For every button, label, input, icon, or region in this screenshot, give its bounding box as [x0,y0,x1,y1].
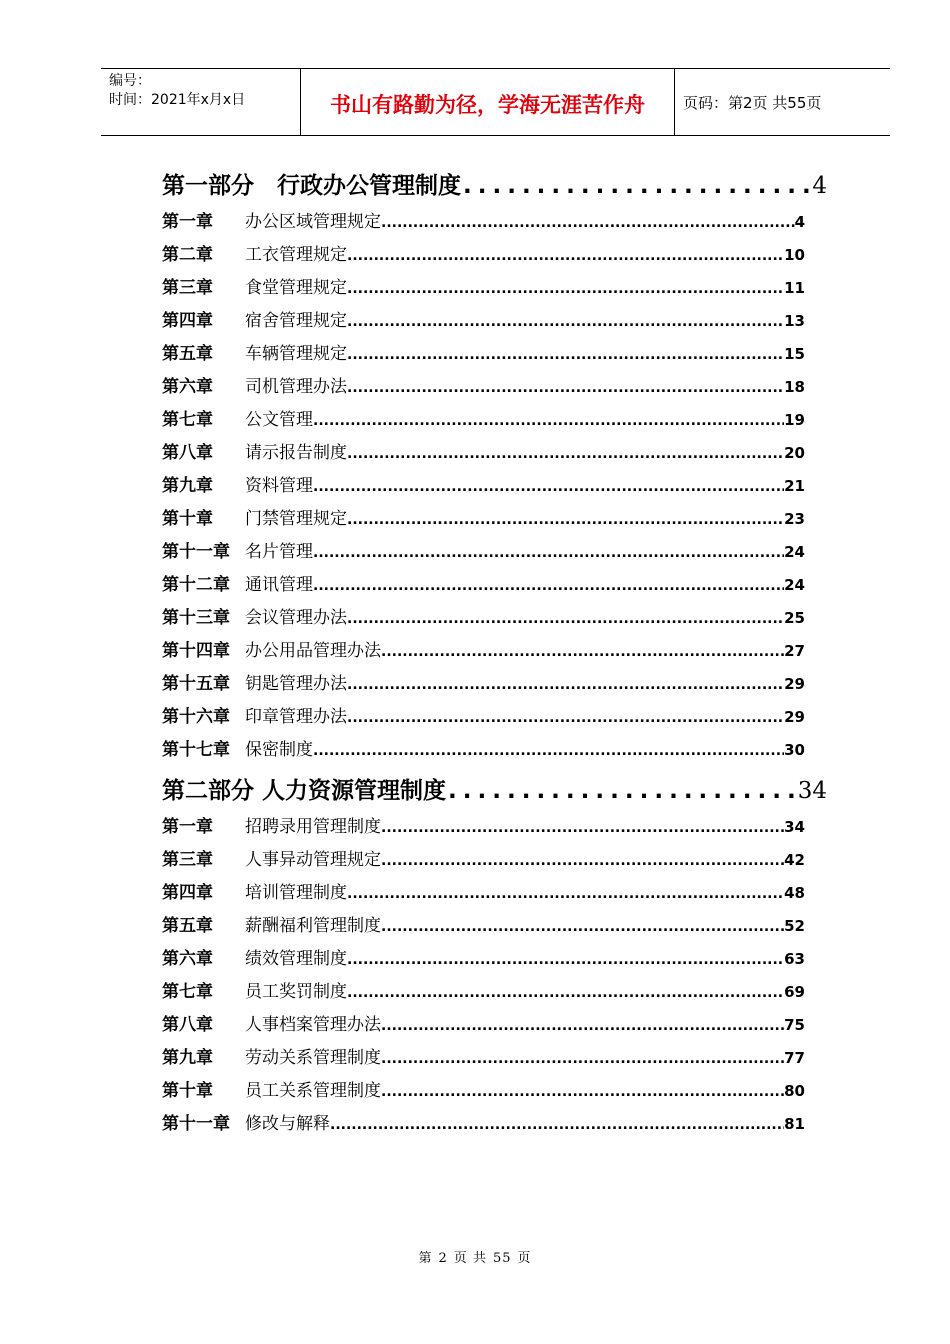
page-header [101,68,890,136]
footer-current-page: 2 [438,1251,448,1266]
toc-leader-dots [381,1076,784,1109]
toc-chapter-title: 公文管理 [245,410,313,430]
toc-chapter-number: 第八章 [162,443,213,463]
toc-chapter-page: 69 [784,983,805,1001]
toc-chapter-row[interactable] [162,206,805,239]
toc-part-page: 4 [812,173,827,199]
toc-chapter-page: 30 [784,741,805,759]
toc-chapter-row[interactable] [162,1009,805,1042]
document-time-label: 时间：2021年x月x日 [109,92,246,108]
toc-chapter-page: 48 [784,884,805,902]
toc-chapter-number: 第八章 [162,1015,213,1035]
toc-chapter-number: 第四章 [162,311,213,331]
toc-chapter-title: 办公区域管理规定 [245,212,381,232]
toc-chapter-list [162,206,805,767]
toc-leader-dots [347,944,784,977]
toc-chapter-title: 办公用品管理办法 [245,641,381,661]
toc-chapter-row[interactable] [162,272,805,305]
toc-part-1[interactable] [162,166,827,206]
toc-chapter-number: 第六章 [162,377,213,397]
toc-chapter-number: 第十章 [162,1081,213,1101]
toc-chapter-number: 第七章 [162,410,213,430]
toc-leader-dots [347,438,784,471]
toc-chapter-page: 23 [784,510,805,528]
toc-chapter-title: 修改与解释 [245,1114,330,1134]
toc-chapter-page: 13 [784,312,805,330]
toc-chapter-row[interactable] [162,569,805,602]
toc-chapter-number: 第九章 [162,1048,213,1068]
toc-chapter-row[interactable] [162,239,805,272]
toc-chapter-title: 员工奖罚制度 [245,982,347,1002]
toc-chapter-page: 10 [784,246,805,264]
toc-leader-dots [313,537,784,570]
toc-chapter-page: 29 [784,708,805,726]
toc-chapter-title: 员工关系管理制度 [245,1081,381,1101]
toc-chapter-title: 保密制度 [245,740,313,760]
toc-chapter-page: 24 [784,576,805,594]
toc-chapter-number: 第六章 [162,949,213,969]
toc-leader-dots [330,1109,784,1142]
toc-chapter-number: 第十一章 [162,542,230,562]
toc-chapter-page: 25 [784,609,805,627]
toc-chapter-number: 第五章 [162,916,213,936]
toc-chapter-number: 第十六章 [162,707,230,727]
page-footer [0,1247,950,1266]
toc-chapter-number: 第三章 [162,278,213,298]
toc-chapter-row[interactable] [162,668,805,701]
toc-chapter-number: 第十四章 [162,641,230,661]
toc-chapter-page: 15 [784,345,805,363]
toc-chapter-title: 培训管理制度 [245,883,347,903]
toc-leader-dots [347,603,784,636]
toc-chapter-number: 第十章 [162,509,213,529]
toc-chapter-number: 第十三章 [162,608,230,628]
toc-leader-dots [381,207,795,240]
toc-chapter-row[interactable] [162,734,805,767]
toc-chapter-row[interactable] [162,1042,805,1075]
toc-chapter-row[interactable] [162,635,805,668]
toc-chapter-row[interactable] [162,470,805,503]
toc-chapter-page: 19 [784,411,805,429]
toc-leader-dots [313,570,784,603]
toc-chapter-page: 34 [784,818,805,836]
toc-chapter-title: 人事档案管理办法 [245,1015,381,1035]
toc-chapter-title: 薪酬福利管理制度 [245,916,381,936]
toc-chapter-number: 第十一章 [162,1114,230,1134]
toc-chapter-title: 钥匙管理办法 [245,674,347,694]
toc-leader-dots [347,372,784,405]
header-page-info: 页码：第2页 共55页 [683,93,822,112]
toc-leader-dots [463,166,812,206]
toc-leader-dots [448,771,798,811]
toc-chapter-row[interactable] [162,910,805,943]
toc-chapter-title: 请示报告制度 [245,443,347,463]
toc-chapter-number: 第十七章 [162,740,230,760]
toc-leader-dots [347,240,784,273]
toc-chapter-row[interactable] [162,1108,805,1141]
toc-chapter-row[interactable] [162,844,805,877]
toc-chapter-title: 人事异动管理规定 [245,850,381,870]
toc-chapter-row[interactable] [162,877,805,910]
footer-suffix: 页 [517,1251,532,1266]
toc-chapter-number: 第一章 [162,212,213,232]
toc-chapter-number: 第十二章 [162,575,230,595]
toc-chapter-row[interactable] [162,536,805,569]
toc-chapter-title: 招聘录用管理制度 [245,817,381,837]
toc-part-title: 第一部分 行政办公管理制度 [162,173,461,199]
toc-chapter-page: 20 [784,444,805,462]
toc-chapter-page: 42 [784,851,805,869]
toc-chapter-title: 资料管理 [245,476,313,496]
toc-chapter-page: 75 [784,1016,805,1034]
toc-chapter-row[interactable] [162,701,805,734]
toc-chapter-number: 第二章 [162,245,213,265]
toc-chapter-page: 4 [794,213,805,231]
toc-chapter-row[interactable] [162,404,805,437]
toc-chapter-row[interactable] [162,943,805,976]
toc-chapter-page: 24 [784,543,805,561]
toc-chapter-page: 52 [784,917,805,935]
footer-prefix: 第 [418,1251,433,1266]
toc-leader-dots [381,1010,784,1043]
toc-chapter-page: 81 [784,1115,805,1133]
document-number-label: 编号： [109,73,151,89]
toc-chapter-page: 21 [784,477,805,495]
toc-leader-dots [381,845,784,878]
footer-total-pages: 55 [492,1251,512,1266]
toc-chapter-page: 18 [784,378,805,396]
toc-chapter-page: 80 [784,1082,805,1100]
toc-chapter-row[interactable] [162,976,805,1009]
toc-leader-dots [381,911,784,944]
toc-leader-dots [381,1043,784,1076]
toc-chapter-page: 29 [784,675,805,693]
toc-chapter-number: 第十五章 [162,674,230,694]
toc-chapter-number: 第四章 [162,883,213,903]
toc-leader-dots [347,273,784,306]
toc-chapter-row[interactable] [162,811,805,844]
toc-leader-dots [381,636,784,669]
toc-chapter-title: 印章管理办法 [245,707,347,727]
toc-chapter-row[interactable] [162,338,805,371]
toc-chapter-page: 63 [784,950,805,968]
toc-part-title: 第二部分 人力资源管理制度 [162,778,447,804]
toc-chapter-row[interactable] [162,602,805,635]
toc-chapter-title: 门禁管理规定 [245,509,347,529]
toc-chapter-title: 通讯管理 [245,575,313,595]
toc-chapter-list [162,811,805,1141]
toc-chapter-row[interactable] [162,371,805,404]
toc-part-2[interactable] [162,771,827,811]
toc-chapter-number: 第三章 [162,850,213,870]
toc-chapter-row[interactable] [162,1075,805,1108]
toc-leader-dots [381,812,784,845]
toc-chapter-page: 77 [784,1049,805,1067]
toc-chapter-title: 会议管理办法 [245,608,347,628]
toc-leader-dots [313,405,784,438]
toc-leader-dots [347,669,784,702]
toc-chapter-title: 司机管理办法 [245,377,347,397]
toc-chapter-number: 第五章 [162,344,213,364]
toc-leader-dots [313,735,784,768]
toc-leader-dots [347,504,784,537]
toc-leader-dots [347,339,784,372]
toc-leader-dots [347,878,784,911]
toc-chapter-number: 第七章 [162,982,213,1002]
toc-chapter-title: 食堂管理规定 [245,278,347,298]
toc-chapter-page: 27 [784,642,805,660]
toc-chapter-row[interactable] [162,503,805,536]
toc-chapter-title: 宿舍管理规定 [245,311,347,331]
toc-leader-dots [347,702,784,735]
toc-chapter-title: 绩效管理制度 [245,949,347,969]
toc-chapter-number: 第九章 [162,476,213,496]
toc-chapter-title: 劳动关系管理制度 [245,1048,381,1068]
toc-chapter-page: 11 [784,279,805,297]
header-meta [101,69,301,135]
toc-leader-dots [347,977,784,1010]
header-motto: 书山有路勤为径，学海无涯苦作舟 [301,69,675,135]
toc-leader-dots [313,471,784,504]
toc-leader-dots [347,306,784,339]
footer-mid: 页 共 [453,1251,487,1266]
table-of-contents [162,166,827,1141]
toc-chapter-title: 名片管理 [245,542,313,562]
toc-part-page: 34 [797,778,827,804]
toc-chapter-row[interactable] [162,437,805,470]
toc-chapter-title: 工衣管理规定 [245,245,347,265]
toc-chapter-title: 车辆管理规定 [245,344,347,364]
toc-chapter-row[interactable] [162,305,805,338]
toc-chapter-number: 第一章 [162,817,213,837]
